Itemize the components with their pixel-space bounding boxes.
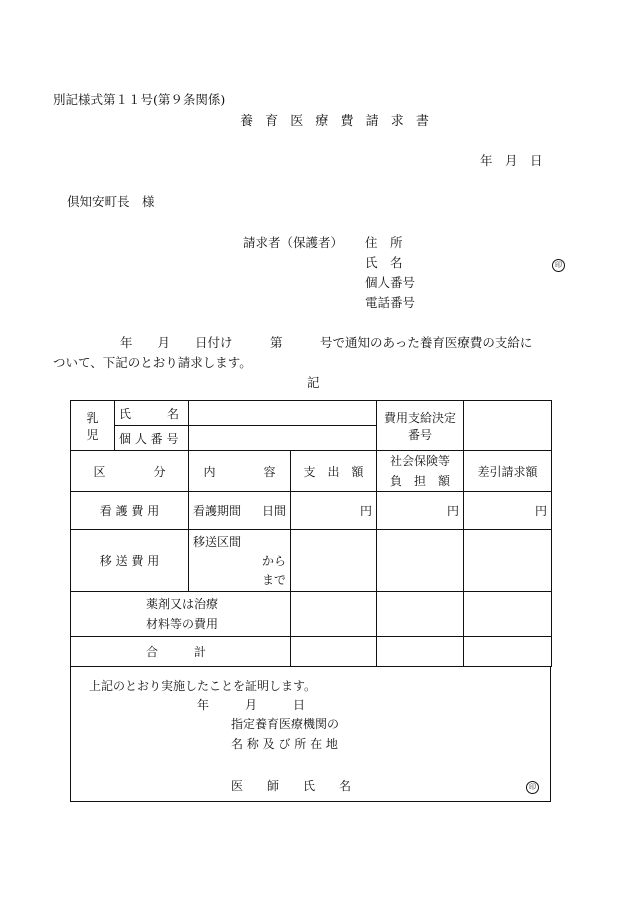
transport-label: 移 送 費 用	[71, 530, 189, 592]
drug-insurance-field[interactable]	[377, 592, 464, 637]
nursing-period-label: 看護期間	[193, 504, 242, 518]
addressee: 倶知安町長 様	[67, 194, 155, 209]
transport-expense-field[interactable]	[291, 530, 377, 592]
cert-institution-line2: 名 称 及 び 所 在 地	[231, 737, 338, 751]
col-insurance	[377, 451, 464, 492]
col-category: 区 分	[71, 451, 189, 492]
infant-name-label: 氏 名	[115, 401, 189, 426]
transport-claim-field[interactable]	[464, 530, 552, 592]
col-claim: 差引請求額	[464, 451, 552, 492]
cert-institution-line1: 指定養育医療機関の	[231, 717, 340, 731]
transport-insurance-field[interactable]	[377, 530, 464, 592]
claimant-phone-label: 電話番号	[365, 295, 416, 310]
date-line: 年 月 日	[480, 153, 543, 168]
document-title: 養 育 医 療 費 請 求 書	[240, 114, 433, 129]
nursing-label: 看 護 費 用	[71, 492, 189, 530]
transport-section-cell[interactable]	[189, 530, 291, 592]
infant-label: 乳 児	[71, 401, 115, 451]
infant-number-field[interactable]	[189, 426, 377, 451]
total-claim-field[interactable]	[464, 637, 552, 667]
from-label: から	[261, 554, 286, 568]
days-label: 日間	[261, 504, 286, 518]
cert-seal-icon: 印	[526, 779, 539, 794]
claimant-label: 請求者（保護者）	[243, 235, 344, 250]
total-insurance-field[interactable]	[377, 637, 464, 667]
ki-heading: 記	[307, 375, 320, 390]
nursing-claim-yen[interactable]: 円	[464, 492, 552, 530]
form-id: 別記様式第１１号(第９条関係)	[53, 92, 226, 107]
drug-label	[71, 592, 291, 637]
drug-label-line1: 薬剤又は治療	[146, 597, 219, 611]
decision-number-field[interactable]	[464, 401, 552, 451]
decision-number-label: 費用支給決定番号	[377, 401, 464, 451]
infant-name-field[interactable]	[189, 401, 377, 426]
drug-expense-field[interactable]	[291, 592, 377, 637]
nursing-period-cell[interactable]	[189, 492, 291, 530]
body-line-2: ついて、下記のとおり請求します。	[53, 355, 252, 370]
total-label: 合 計	[71, 637, 291, 667]
claimant-name-label: 氏 名	[365, 255, 403, 270]
certification-box	[70, 666, 551, 802]
claimant-address-label: 住 所	[365, 235, 403, 250]
cert-statement: 上記のとおり実施したことを証明します。	[89, 679, 317, 693]
nursing-insurance-yen[interactable]: 円	[377, 492, 464, 530]
claimant-mynumber-label: 個人番号	[365, 275, 416, 290]
drug-label-line2: 材料等の費用	[146, 617, 219, 631]
body-line-1: 年 月 日付け 第 号で通知のあった養育医療費の支給に	[120, 335, 533, 350]
nursing-expense-yen[interactable]: 円	[291, 492, 377, 530]
cert-doctor-name-label: 医 師 氏 名	[231, 779, 352, 793]
to-label: まで	[261, 573, 286, 587]
seal-icon: 印	[552, 257, 565, 272]
total-expense-field[interactable]	[291, 637, 377, 667]
transport-section-label: 移送区間	[193, 535, 242, 549]
claim-table	[70, 400, 552, 667]
cert-date: 年 月 日	[197, 698, 306, 712]
col-insurance-line2: 負 担 額	[389, 474, 450, 488]
drug-claim-field[interactable]	[464, 592, 552, 637]
infant-number-label: 個 人 番 号	[115, 426, 189, 451]
col-content: 内 容	[189, 451, 291, 492]
col-insurance-line1: 社会保険等	[389, 454, 450, 468]
col-expense: 支 出 額	[291, 451, 377, 492]
